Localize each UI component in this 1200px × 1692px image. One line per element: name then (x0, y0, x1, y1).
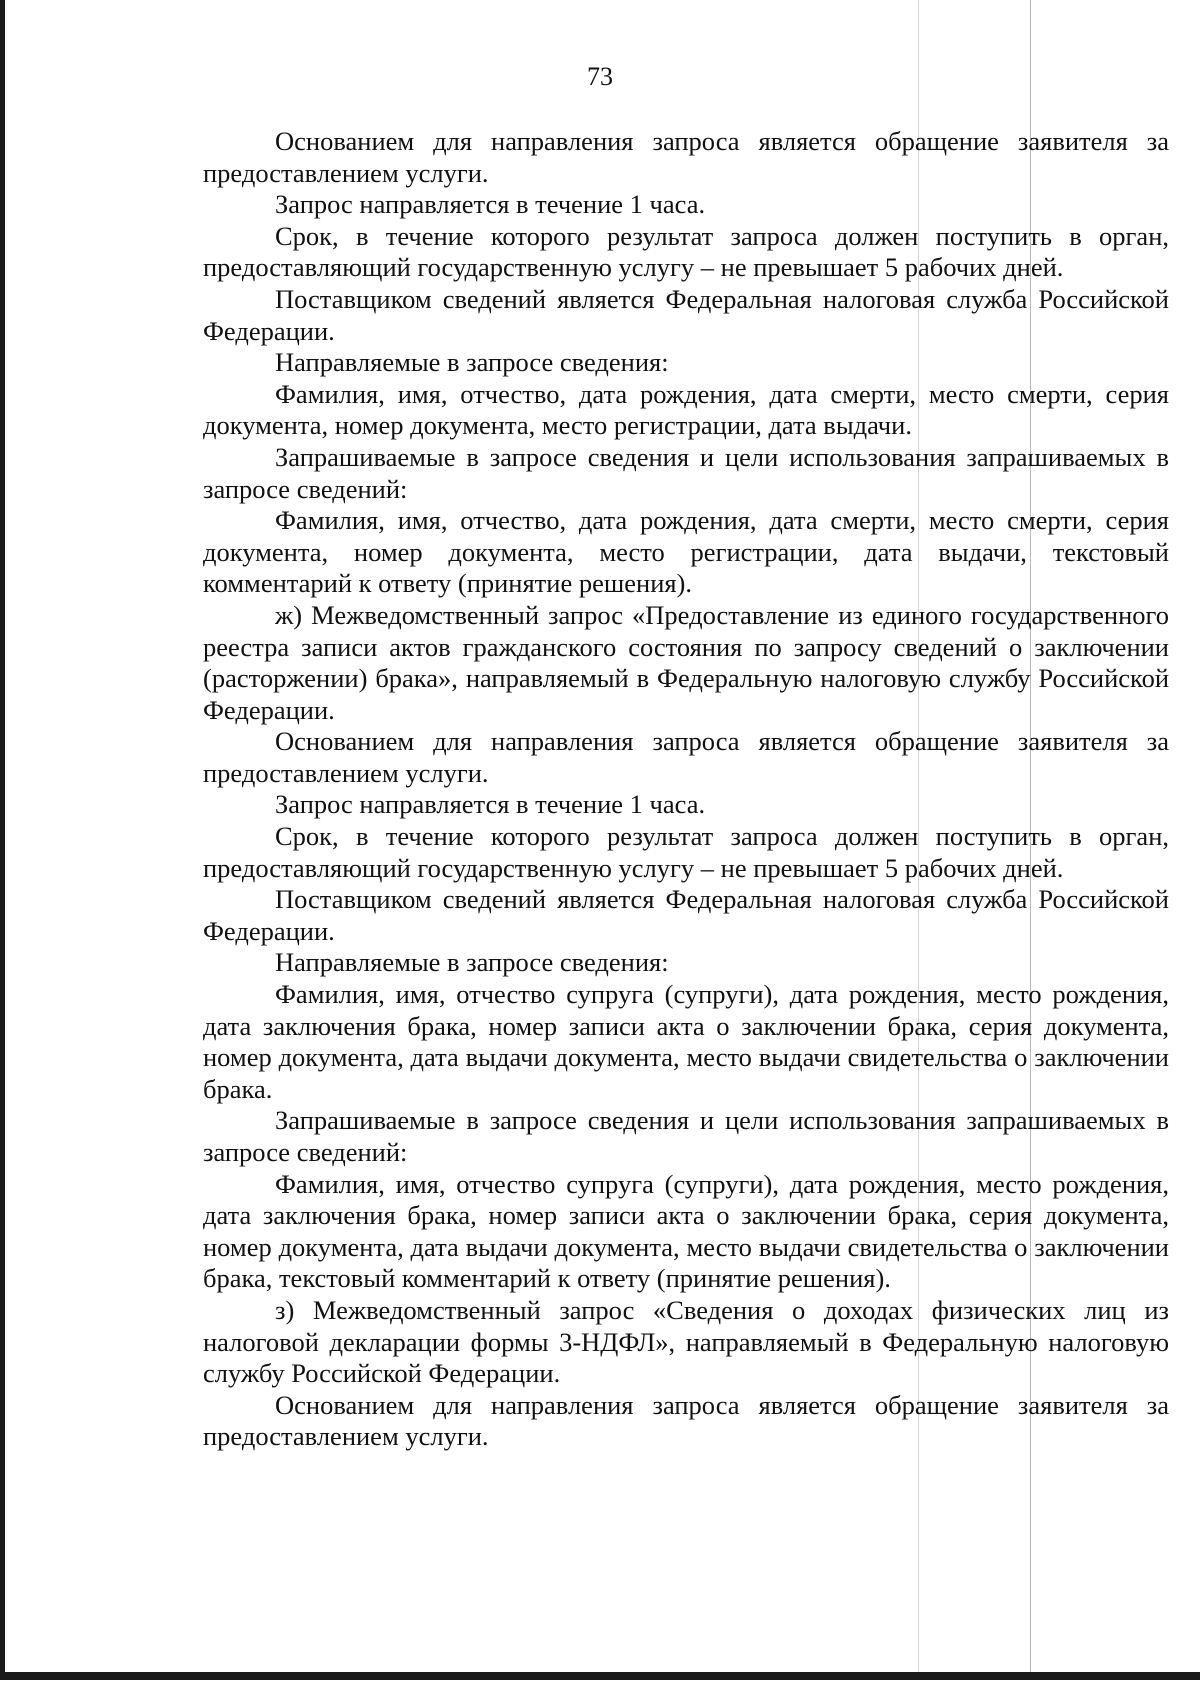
paragraph: Запрос направляется в течение 1 часа. (275, 189, 706, 220)
page-number: 73 (587, 62, 613, 91)
scan-bottom-border (0, 1672, 1200, 1680)
paragraph: Фамилия, имя, отчество, дата рождения, дата смерти, место смерти, серия документа, номер документа, место регистрации, дата выдачи. (203, 378, 1169, 441)
paragraph: Срок, в течение которого результат запроса должен поступить в орган, предоставляющий государственную услугу – не превышает 5 рабочих дней. (203, 821, 1169, 883)
paragraph: Направляемые в запросе сведения: (275, 347, 669, 378)
paragraph: Срок, в течение которого результат запроса должен поступить в орган, предоставляющий государственную услугу – не превышает 5 рабочих дней. (203, 220, 1169, 283)
paragraph: Фамилия, имя, отчество супруга (супруги), дата рождения, место рождения, дата заключения брака, номер записи акта о заключении брака, серия документа, номер документа, дата выдачи документа, место выдачи свидетельства о заключении брака, текстовый комментарий к ответу (принятие решения). (203, 1168, 1169, 1294)
paragraph: Поставщиком сведений является Федеральная налоговая служба Российской Федерации. (203, 884, 1169, 946)
paragraph: Фамилия, имя, отчество супруга (супруги), дата рождения, место рождения, дата заключения брака, номер записи акта о заключении брака, серия документа, номер документа, дата выдачи документа, место выдачи свидетельства о заключении брака. (203, 979, 1169, 1104)
scan-left-border (0, 0, 5, 1680)
paragraph: Основанием для направления запроса является обращение заявителя за предоставлением услуги. (203, 126, 1169, 188)
paragraph: Основанием для направления запроса является обращение заявителя за предоставлением услуги. (203, 1389, 1169, 1452)
paragraph: Запрашиваемые в запросе сведения и цели использования запрашиваемых в запросе сведений: (203, 441, 1169, 504)
paragraph: Запрос направляется в течение 1 часа. (275, 789, 706, 820)
paragraph: з) Межведомственный запрос «Сведения о доходах физических лиц из налоговой декларации формы 3-НДФЛ», направляемый в Федеральную налоговую службу Российской Федерации. (203, 1294, 1169, 1389)
paragraph: Фамилия, имя, отчество, дата рождения, дата смерти, место смерти, серия документа, номер документа, место регистрации, дата выдачи, текстовый комментарий к ответу (принятие решения). (203, 505, 1169, 599)
paragraph: Поставщиком сведений является Федеральная налоговая служба Российской Федерации. (203, 283, 1169, 346)
paragraph: ж) Межведомственный запрос «Предоставление из единого государственного реестра записи актов гражданского состояния по запросу сведений о заключении (расторжении) брака», направляемый в Федеральную налоговую службу Российской Федерации. (203, 599, 1169, 725)
paragraph: Основанием для направления запроса является обращение заявителя за предоставлением услуги. (203, 726, 1169, 788)
paragraph: Направляемые в запросе сведения: (275, 947, 669, 978)
paragraph: Запрашиваемые в запросе сведения и цели использования запрашиваемых в запросе сведений: (203, 1105, 1169, 1167)
document-body (203, 126, 1169, 1453)
